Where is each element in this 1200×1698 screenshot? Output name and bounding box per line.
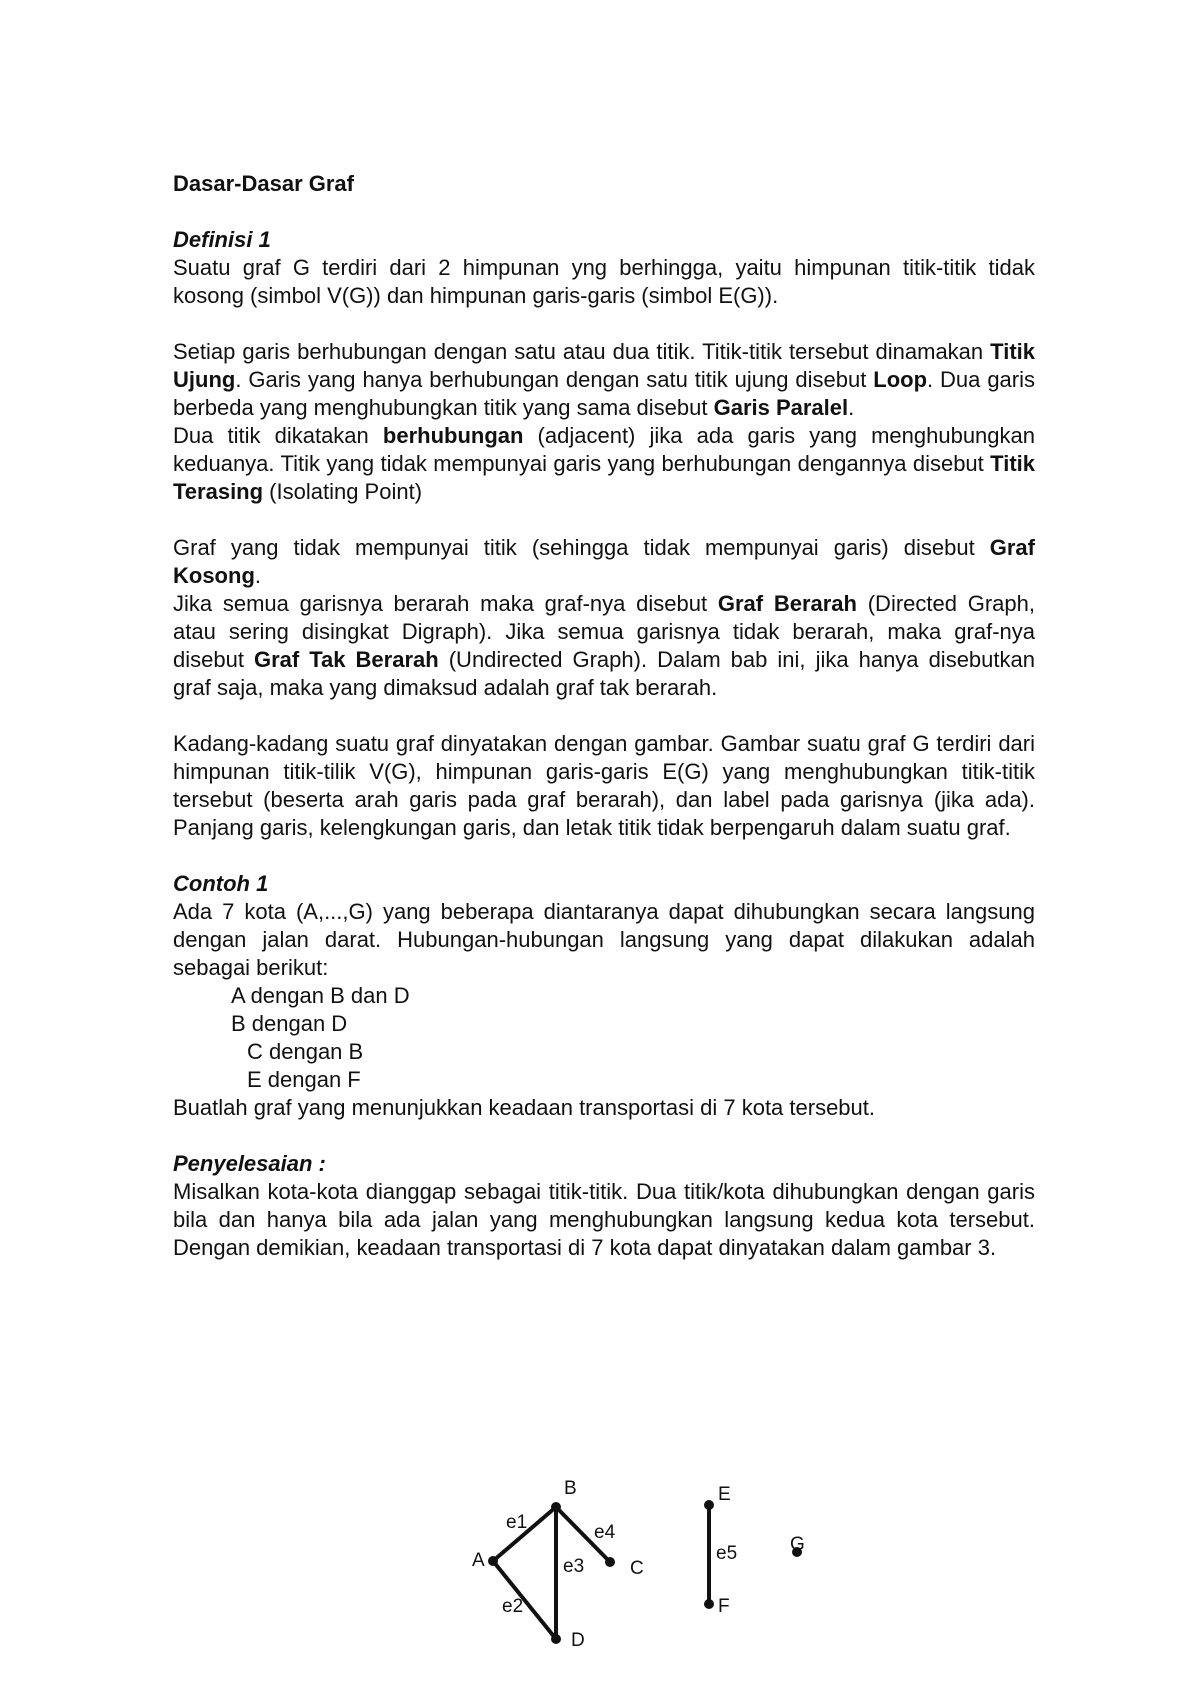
paragraph-graf-berarah: [173, 590, 1035, 702]
edge-label-e2: e2: [502, 1596, 524, 1617]
list-item: B dengan D: [231, 1011, 348, 1036]
vertex-c: [605, 1557, 615, 1567]
term-garis-paralel: Garis Paralel: [713, 395, 849, 420]
term-graf-kosong: Graf Kosong: [173, 535, 1035, 588]
vertex-b: [551, 1502, 561, 1512]
term-titik-terasing: Titik Terasing: [173, 451, 1035, 504]
vertex-label-b: B: [564, 1478, 577, 1499]
vertex-label-g: G: [790, 1534, 805, 1555]
text-run: . Dua garis berbeda yang menghubungkan titik yang sama disebut: [173, 367, 1035, 420]
example-intro: Ada 7 kota (A,...,G) yang beberapa diantaranya dapat dihubungkan secara langsung dengan jalan darat. Hubungan-hubungan langsung yang dapat dilakukan adalah sebagai berikut:: [173, 899, 1035, 980]
vertex-label-f: F: [718, 1596, 730, 1617]
page-title: Dasar-Dasar Graf: [173, 171, 354, 196]
text-run: Jika semua garisnya berarah maka graf-nya disebut: [173, 591, 718, 616]
text-run: Graf yang tidak mempunyai titik (sehingga tidak mempunyai garis) disebut: [173, 535, 990, 560]
example-heading: Contoh 1: [173, 871, 269, 896]
list-item: C dengan B: [247, 1039, 364, 1064]
text-run: (Undirected Graph). Dalam bab ini, jika hanya disebutkan graf saja, maka yang dimaksud adalah graf tak berarah.: [173, 647, 1035, 700]
term-titik-ujung: Titik Ujung: [173, 339, 1035, 392]
text-run: Dua titik dikatakan: [173, 423, 383, 448]
edge-label-e4: e4: [594, 1522, 616, 1543]
paragraph-graf-kosong: [173, 534, 1035, 590]
edge-label-e3: e3: [563, 1556, 585, 1577]
paragraph-terms: [173, 338, 1035, 422]
vertex-d: [551, 1634, 561, 1644]
vertex-label-a: A: [472, 1550, 485, 1571]
document-page: [173, 170, 1035, 1262]
vertex-label-c: C: [630, 1558, 644, 1579]
text-run: (Isolating Point): [263, 479, 423, 504]
term-berhubungan: berhubungan: [382, 423, 524, 448]
list-item: E dengan F: [247, 1067, 361, 1092]
edge-label-e1: e1: [506, 1512, 528, 1533]
text-run: . Garis yang hanya berhubungan dengan satu titik ujung disebut: [235, 367, 874, 392]
graph-figure: [460, 1470, 860, 1670]
edge-label-e5: e5: [716, 1543, 738, 1564]
example-task: Buatlah graf yang menunjukkan keadaan transportasi di 7 kota tersebut.: [173, 1095, 876, 1120]
vertex-e: [704, 1500, 714, 1510]
term-graf-berarah: Graf Berarah: [717, 591, 857, 616]
vertex-f: [704, 1599, 714, 1609]
definition-heading: Definisi 1: [173, 227, 271, 252]
text-run: Setiap garis berhubungan dengan satu atau dua titik. Titik-titik tersebut dinamakan: [173, 339, 991, 364]
solution-heading: Penyelesaian :: [173, 1151, 326, 1176]
vertex-a: [488, 1556, 498, 1566]
graph-diagram: [460, 1470, 860, 1670]
text-run: .: [254, 563, 262, 588]
text-run: (adjacent) jika ada garis yang menghubungkan keduanya. Titik yang tidak mempunyai garis yang berhubungan dengannya disebut: [173, 423, 1035, 476]
term-loop: Loop: [873, 367, 928, 392]
solution-text: Misalkan kota-kota dianggap sebagai titik-titik. Dua titik/kota dihubungkan dengan garis bila dan hanya bila ada jalan yang menghubungkan langsung kedua kota tersebut. Dengan demikian, keadaan transportasi di 7 kota dapat dinyatakan dalam gambar 3.: [173, 1179, 1035, 1260]
vertex-label-e: E: [718, 1484, 731, 1505]
list-item: A dengan B dan D: [231, 983, 410, 1008]
text-run: .: [848, 395, 855, 420]
definition-text: Suatu graf G terdiri dari 2 himpunan yng berhingga, yaitu himpunan titik-titik tidak kosong (simbol V(G)) dan himpunan garis-garis (simbol E(G)).: [173, 255, 1035, 308]
vertex-label-d: D: [571, 1630, 585, 1651]
paragraph-adjacent: [173, 422, 1035, 506]
text-run: (Directed Graph, atau sering disingkat Digraph). Jika semua garisnya tidak berarah, maka graf-nya disebut: [173, 591, 1035, 672]
term-graf-tak-berarah: Graf Tak Berarah: [253, 647, 439, 672]
paragraph-gambar-graf: Kadang-kadang suatu graf dinyatakan dengan gambar. Gambar suatu graf G terdiri dari himpunan titik-tilik V(G), himpunan garis-garis E(G) yang menghubungkan titik-titik tersebut (beserta arah garis pada graf berarah), dan label pada garisnya (jika ada). Panjang garis, kelengkungan garis, dan letak titik tidak berpengaruh dalam suatu graf.: [173, 731, 1035, 840]
